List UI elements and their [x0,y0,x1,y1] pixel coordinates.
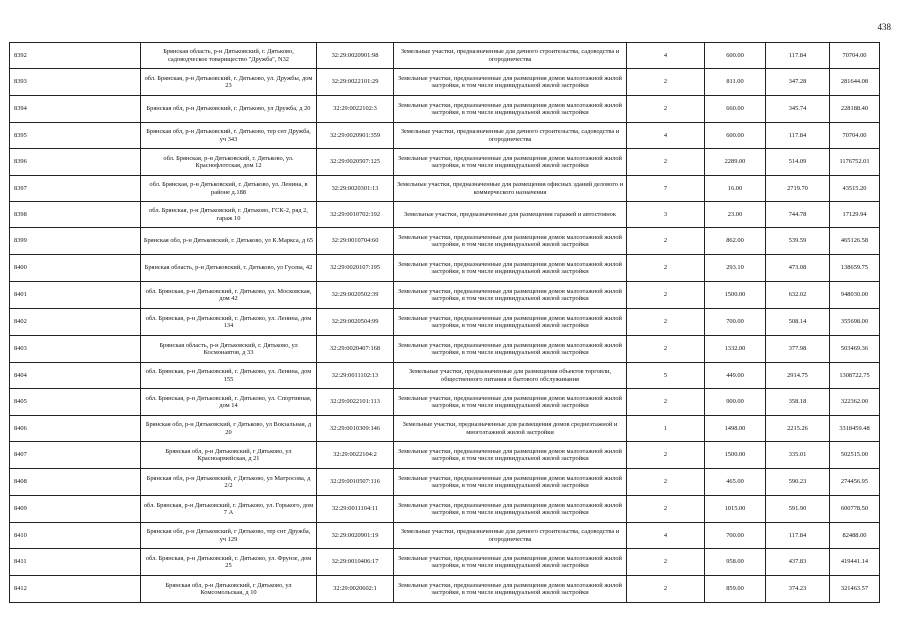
cadastral-number-cell: 32:29:0010406:17 [317,549,394,576]
area-cell: 700.00 [705,523,766,549]
cadastral-number-cell: 32:29:0020107:195 [317,255,394,282]
cadastral-number-cell: 32:29:0020407:168 [317,336,394,363]
cadastral-number-cell: 32:29:0011104:11 [317,496,394,523]
cadastral-value-cell: 465126.58 [830,228,880,255]
area-cell: 465.00 [705,469,766,496]
row-number: 8402 [10,309,141,336]
cadastral-number-cell: 32:29:0010309:146 [317,416,394,442]
row-number: 8408 [10,469,141,496]
address-cell: обл. Брянская, р-н Дятьковский, г. Дятьково, ГСК-2, ряд 2, гараж 10 [141,202,317,228]
cadastral-value-cell: 321463.57 [830,576,880,603]
area-cell: 700.00 [705,309,766,336]
cadastral-number-cell: 32:29:0020901:359 [317,123,394,149]
cadastral-number-cell: 32:29:0020301:13 [317,176,394,202]
address-cell: Брянская обл, р-н Дятьковский, г. Дятьково, ул К.Маркса, д 65 [141,228,317,255]
table-row [10,309,880,336]
group-cell: 2 [627,496,705,523]
address-cell: обл. Брянская, р-н Дятьковский, г. Дятьково, ул. Фрунзе, дом 25 [141,549,317,576]
specific-value-cell: 437.83 [766,549,830,576]
cadastral-number-cell: 32:29:0020901:98 [317,43,394,69]
specific-value-cell: 2914.75 [766,363,830,389]
area-cell: 811.00 [705,69,766,96]
row-number: 8396 [10,149,141,176]
specific-value-cell: 374.23 [766,576,830,603]
row-number: 8401 [10,282,141,309]
row-number: 8393 [10,69,141,96]
cadastral-value-cell: 322362.00 [830,389,880,416]
address-cell: Брянская обл, р-н Дятьковский, г Дятьково, ул Комсомольская, д 10 [141,576,317,603]
land-use-cell: Земельные участки, предназначенные для размещения домов малоэтажной жилой застройки, в том числе индивидуальной жилой застройки [394,576,627,603]
address-cell: Брянская обл, р-н Дятьковский, г Дятьково, тер снт Дружба, уч 129 [141,523,317,549]
specific-value-cell: 590.23 [766,469,830,496]
address-cell: обл. Брянская, р-н Дятьковский, г. Дятьково, ул. Дружбы, дом 23 [141,69,317,96]
land-use-cell: Земельные участки, предназначенные для дачного строительства, садоводства и огородничества [394,43,627,69]
cadastral-value-cell: 70704.00 [830,43,880,69]
address-cell: Брянская область, р-н Дятьковский, г. Дятьково, садоводческое товарищество "Дружба", N32 [141,43,317,69]
specific-value-cell: 335.01 [766,442,830,469]
row-number: 8398 [10,202,141,228]
group-cell: 2 [627,255,705,282]
cadastral-value-table [9,42,880,603]
group-cell: 4 [627,123,705,149]
address-cell: Брянская обл, р-н Дятьковский, г Дятьково, ул Матросова, д 2/2 [141,469,317,496]
area-cell: 859.00 [705,576,766,603]
land-use-cell: Земельные участки, предназначенные для размещения домов малоэтажной жилой застройки, в том числе индивидуальной жилой застройки [394,309,627,336]
table-row [10,176,880,202]
land-use-cell: Земельные участки, предназначенные для размещения домов малоэтажной жилой застройки, в том числе индивидуальной жилой застройки [394,496,627,523]
cadastral-value-cell: 503469.36 [830,336,880,363]
cadastral-number-cell: 32:29:0020507:125 [317,149,394,176]
cadastral-number-cell: 32:29:0010704:60 [317,228,394,255]
cadastral-number-cell: 32:29:0022101:113 [317,389,394,416]
land-use-cell: Земельные участки, предназначенные для размещения домов среднеэтажной и многоэтажной жилой застройки [394,416,627,442]
cadastral-value-cell: 17129.94 [830,202,880,228]
cadastral-value-cell: 1308722.75 [830,363,880,389]
table-row [10,228,880,255]
row-number: 8410 [10,523,141,549]
land-use-cell: Земельные участки, предназначенные для дачного строительства, садоводства и огородничества [394,523,627,549]
cadastral-number-cell: 32:29:0022101:29 [317,69,394,96]
row-number: 8411 [10,549,141,576]
table-row [10,69,880,96]
specific-value-cell: 347.28 [766,69,830,96]
group-cell: 2 [627,549,705,576]
area-cell: 1332.00 [705,336,766,363]
cadastral-number-cell: 32:29:0020502:39 [317,282,394,309]
table-row [10,442,880,469]
area-cell: 862.00 [705,228,766,255]
address-cell: Брянская область, р-н Дятьковский, г. Дятьково, ул Гусева, 42 [141,255,317,282]
cadastral-value-cell: 355698.00 [830,309,880,336]
cadastral-value-cell: 281644.08 [830,69,880,96]
address-cell: обл. Брянская, р-н Дятьковский, г. Дятьково, ул. Ленина, в районе д.188 [141,176,317,202]
specific-value-cell: 2215.26 [766,416,830,442]
row-number: 8399 [10,228,141,255]
address-cell: обл. Брянская, р-н Дятьковский, г. Дятьково, ул. Ленина, дом 155 [141,363,317,389]
group-cell: 2 [627,228,705,255]
land-use-cell: Земельные участки, предназначенные для размещения домов малоэтажной жилой застройки, в том числе индивидуальной жилой застройки [394,96,627,123]
cadastral-value-cell: 274456.95 [830,469,880,496]
table-row [10,496,880,523]
row-number: 8400 [10,255,141,282]
table-row [10,389,880,416]
cadastral-number-cell: 32:29:0020901:19 [317,523,394,549]
cadastral-value-cell: 82488.00 [830,523,880,549]
specific-value-cell: 117.84 [766,43,830,69]
address-cell: Брянская обл, р-н Дятьковский, г Дятьково, ул Вокзальная, д 20 [141,416,317,442]
land-use-cell: Земельные участки, предназначенные для размещения домов малоэтажной жилой застройки, в том числе индивидуальной жилой застройки [394,149,627,176]
cadastral-value-cell: 70704.00 [830,123,880,149]
group-cell: 3 [627,202,705,228]
group-cell: 2 [627,336,705,363]
area-cell: 600.00 [705,123,766,149]
area-cell: 449.00 [705,363,766,389]
table-row [10,416,880,442]
address-cell: обл. Брянская, р-н Дятьковский, г. Дятьково, ул. Горького, дом 7 А [141,496,317,523]
cadastral-value-cell: 419441.14 [830,549,880,576]
group-cell: 2 [627,149,705,176]
table-row [10,363,880,389]
group-cell: 2 [627,442,705,469]
land-use-cell: Земельные участки, предназначенные для размещения домов малоэтажной жилой застройки, в том числе индивидуальной жилой застройки [394,469,627,496]
row-number: 8406 [10,416,141,442]
cadastral-value-cell: 3318459.48 [830,416,880,442]
land-use-cell: Земельные участки, предназначенные для размещения домов малоэтажной жилой застройки, в том числе индивидуальной жилой застройки [394,255,627,282]
land-use-cell: Земельные участки, предназначенные для дачного строительства, садоводства и огородничества [394,123,627,149]
specific-value-cell: 358.18 [766,389,830,416]
area-cell: 1500.00 [705,442,766,469]
cadastral-value-cell: 43515.20 [830,176,880,202]
land-use-cell: Земельные участки, предназначенные для размещения домов малоэтажной жилой застройки, в том числе индивидуальной жилой застройки [394,282,627,309]
group-cell: 2 [627,576,705,603]
area-cell: 660.00 [705,96,766,123]
group-cell: 2 [627,69,705,96]
address-cell: обл. Брянская, р-н Дятьковский, г. Дятьково, ул. Ленина, дом 134 [141,309,317,336]
cadastral-value-cell: 600778.50 [830,496,880,523]
cadastral-value-cell: 138659.75 [830,255,880,282]
group-cell: 5 [627,363,705,389]
cadastral-number-cell: 32:29:0020504:99 [317,309,394,336]
table-row [10,255,880,282]
specific-value-cell: 632.02 [766,282,830,309]
group-cell: 7 [627,176,705,202]
page-number: 438 [877,22,891,32]
row-number: 8395 [10,123,141,149]
row-number: 8403 [10,336,141,363]
row-number: 8404 [10,363,141,389]
specific-value-cell: 514.09 [766,149,830,176]
area-cell: 900.00 [705,389,766,416]
land-use-cell: Земельные участки, предназначенные для размещения домов малоэтажной жилой застройки, в том числе индивидуальной жилой застройки [394,228,627,255]
land-use-cell: Земельные участки, предназначенные для размещения домов малоэтажной жилой застройки, в том числе индивидуальной жилой застройки [394,336,627,363]
group-cell: 2 [627,282,705,309]
row-number: 8407 [10,442,141,469]
land-use-cell: Земельные участки, предназначенные для размещения гаражей и автостоянок [394,202,627,228]
cadastral-number-cell: 32:29:0020602:1 [317,576,394,603]
cadastral-number-cell: 32:29:0010702:192 [317,202,394,228]
land-use-cell: Земельные участки, предназначенные для размещения объектов торговли, общественного питания и бытового обслуживания [394,363,627,389]
specific-value-cell: 591.90 [766,496,830,523]
row-number: 8392 [10,43,141,69]
row-number: 8394 [10,96,141,123]
group-cell: 2 [627,389,705,416]
land-use-cell: Земельные участки, предназначенные для размещения офисных зданий делового и коммерческого назначения [394,176,627,202]
group-cell: 4 [627,43,705,69]
area-cell: 293.10 [705,255,766,282]
specific-value-cell: 744.78 [766,202,830,228]
address-cell: обл. Брянская, р-н Дятьковский, г. Дятьково, ул. Спортивная, дом 14 [141,389,317,416]
group-cell: 2 [627,469,705,496]
table-row [10,469,880,496]
specific-value-cell: 345.74 [766,96,830,123]
specific-value-cell: 2719.70 [766,176,830,202]
cadastral-value-cell: 502515.00 [830,442,880,469]
table-row [10,336,880,363]
area-cell: 1500.00 [705,282,766,309]
cadastral-value-cell: 1176752.01 [830,149,880,176]
table-row [10,202,880,228]
table-row [10,549,880,576]
table-row [10,96,880,123]
area-cell: 1498.00 [705,416,766,442]
group-cell: 4 [627,523,705,549]
group-cell: 2 [627,96,705,123]
land-use-cell: Земельные участки, предназначенные для размещения домов малоэтажной жилой застройки, в том числе индивидуальной жилой застройки [394,442,627,469]
address-cell: Брянская обл, р-н Дятьковский, г. Дятьково, тер снт Дружба, уч 343 [141,123,317,149]
area-cell: 23.00 [705,202,766,228]
area-cell: 1015.00 [705,496,766,523]
table-body [10,43,880,603]
cadastral-number-cell: 32:29:0011102:13 [317,363,394,389]
address-cell: Брянская обл, р-н Дятьковский, г. Дятьково, ул Дружба, д 20 [141,96,317,123]
address-cell: Брянская обл, р-н Дятьковский, г Дятьково, ул Красноармейская, д 21 [141,442,317,469]
specific-value-cell: 539.59 [766,228,830,255]
land-use-cell: Земельные участки, предназначенные для размещения домов малоэтажной жилой застройки, в том числе индивидуальной жилой застройки [394,69,627,96]
address-cell: обл. Брянская, р-н Дятьковский, г. Дятьково, ул. Краснофлотская, дом 12 [141,149,317,176]
row-number: 8405 [10,389,141,416]
address-cell: Брянская область, р-н Дятьковский, г. Дятьково, ул Космонавтов, д 33 [141,336,317,363]
cadastral-number-cell: 32:29:0022104:2 [317,442,394,469]
table-row [10,282,880,309]
area-cell: 958.00 [705,549,766,576]
area-cell: 2289.00 [705,149,766,176]
cadastral-value-cell: 228188.40 [830,96,880,123]
area-cell: 600.00 [705,43,766,69]
table-row [10,43,880,69]
table-row [10,123,880,149]
cadastral-number-cell: 32:29:0022102:3 [317,96,394,123]
address-cell: обл. Брянская, р-н Дятьковский, г. Дятьково, ул. Московская, дом 42 [141,282,317,309]
row-number: 8397 [10,176,141,202]
land-use-cell: Земельные участки, предназначенные для размещения домов малоэтажной жилой застройки, в том числе индивидуальной жилой застройки [394,389,627,416]
area-cell: 16.00 [705,176,766,202]
specific-value-cell: 377.98 [766,336,830,363]
cadastral-value-cell: 948030.00 [830,282,880,309]
row-number: 8409 [10,496,141,523]
specific-value-cell: 117.84 [766,523,830,549]
cadastral-number-cell: 32:29:0010507:116 [317,469,394,496]
table-row [10,149,880,176]
group-cell: 2 [627,309,705,336]
row-number: 8412 [10,576,141,603]
table-row [10,576,880,603]
specific-value-cell: 508.14 [766,309,830,336]
group-cell: 1 [627,416,705,442]
land-use-cell: Земельные участки, предназначенные для размещения домов малоэтажной жилой застройки, в том числе индивидуальной жилой застройки [394,549,627,576]
specific-value-cell: 473.08 [766,255,830,282]
table-row [10,523,880,549]
specific-value-cell: 117.84 [766,123,830,149]
